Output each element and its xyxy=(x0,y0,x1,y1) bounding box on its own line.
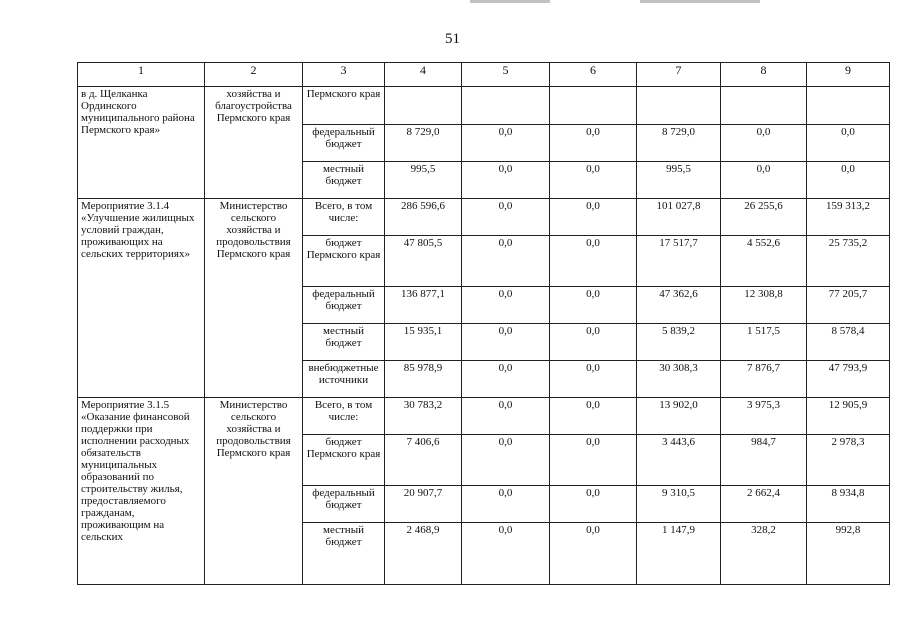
value-cell: 17 517,7 xyxy=(637,236,721,287)
funding-source: Пермского края xyxy=(303,87,385,125)
table-row xyxy=(78,87,890,125)
value-cell: 25 735,2 xyxy=(807,236,890,287)
value-cell: 85 978,9 xyxy=(385,361,462,398)
measure-name: Мероприятие 3.1.4 «Улучшение жилищных условий граждан, проживающих на сельских территориях» xyxy=(78,199,205,398)
header-row xyxy=(78,63,890,87)
value-cell: 328,2 xyxy=(721,523,807,585)
value-cell: 8 729,0 xyxy=(385,125,462,162)
value-cell: 26 255,6 xyxy=(721,199,807,236)
value-cell: 9 310,5 xyxy=(637,486,721,523)
column-header: 3 xyxy=(303,63,385,87)
column-header: 6 xyxy=(550,63,637,87)
value-cell: 0,0 xyxy=(550,486,637,523)
value-cell: 3 975,3 xyxy=(721,398,807,435)
value-cell: 0,0 xyxy=(462,199,550,236)
value-cell: 0,0 xyxy=(550,523,637,585)
value-cell: 0,0 xyxy=(462,486,550,523)
value-cell: 0,0 xyxy=(462,324,550,361)
value-cell: 8 578,4 xyxy=(807,324,890,361)
value-cell xyxy=(550,87,637,125)
funding-source: бюджет Пермского края xyxy=(303,435,385,486)
value-cell: 2 662,4 xyxy=(721,486,807,523)
value-cell: 0,0 xyxy=(550,287,637,324)
value-cell: 47 805,5 xyxy=(385,236,462,287)
executor-name: Министерство сельского хозяйства и продовольствия Пермского края xyxy=(205,398,303,585)
value-cell: 0,0 xyxy=(550,435,637,486)
value-cell: 0,0 xyxy=(462,125,550,162)
scan-artifact xyxy=(640,0,760,3)
table-row xyxy=(78,199,890,236)
funding-source: бюджет Пермского края xyxy=(303,236,385,287)
column-header: 8 xyxy=(721,63,807,87)
value-cell: 7 406,6 xyxy=(385,435,462,486)
table-row xyxy=(78,398,890,435)
value-cell: 0,0 xyxy=(462,287,550,324)
value-cell: 2 978,3 xyxy=(807,435,890,486)
value-cell xyxy=(637,87,721,125)
value-cell: 0,0 xyxy=(550,324,637,361)
column-header: 1 xyxy=(78,63,205,87)
value-cell: 0,0 xyxy=(550,361,637,398)
value-cell: 0,0 xyxy=(462,523,550,585)
value-cell: 0,0 xyxy=(721,125,807,162)
funding-source: Всего, в том числе: xyxy=(303,398,385,435)
value-cell: 47 793,9 xyxy=(807,361,890,398)
column-header: 7 xyxy=(637,63,721,87)
funding-source: федеральный бюджет xyxy=(303,486,385,523)
value-cell: 0,0 xyxy=(550,199,637,236)
value-cell: 20 907,7 xyxy=(385,486,462,523)
value-cell: 0,0 xyxy=(550,398,637,435)
value-cell: 12 905,9 xyxy=(807,398,890,435)
value-cell xyxy=(721,87,807,125)
value-cell: 30 783,2 xyxy=(385,398,462,435)
value-cell: 30 308,3 xyxy=(637,361,721,398)
funding-source: местный бюджет xyxy=(303,523,385,585)
value-cell: 0,0 xyxy=(462,162,550,199)
value-cell: 0,0 xyxy=(550,236,637,287)
value-cell: 12 308,8 xyxy=(721,287,807,324)
column-header: 4 xyxy=(385,63,462,87)
value-cell: 136 877,1 xyxy=(385,287,462,324)
column-header: 2 xyxy=(205,63,303,87)
funding-source: местный бюджет xyxy=(303,162,385,199)
value-cell: 0,0 xyxy=(462,236,550,287)
value-cell: 1 147,9 xyxy=(637,523,721,585)
value-cell: 0,0 xyxy=(462,398,550,435)
value-cell: 0,0 xyxy=(807,125,890,162)
value-cell: 8 934,8 xyxy=(807,486,890,523)
value-cell: 995,5 xyxy=(637,162,721,199)
column-header: 5 xyxy=(462,63,550,87)
value-cell xyxy=(462,87,550,125)
executor-name: Министерство сельского хозяйства и продовольствия Пермского края xyxy=(205,199,303,398)
column-header: 9 xyxy=(807,63,890,87)
funding-source: местный бюджет xyxy=(303,324,385,361)
value-cell: 13 902,0 xyxy=(637,398,721,435)
value-cell: 0,0 xyxy=(550,125,637,162)
value-cell: 77 205,7 xyxy=(807,287,890,324)
value-cell: 101 027,8 xyxy=(637,199,721,236)
value-cell: 47 362,6 xyxy=(637,287,721,324)
value-cell: 159 313,2 xyxy=(807,199,890,236)
funding-source: внебюджетные источники xyxy=(303,361,385,398)
value-cell: 0,0 xyxy=(807,162,890,199)
value-cell: 0,0 xyxy=(550,162,637,199)
value-cell xyxy=(807,87,890,125)
value-cell: 7 876,7 xyxy=(721,361,807,398)
measure-name: в д. Щелканка Ординского муниципального района Пермского края» xyxy=(78,87,205,199)
value-cell: 992,8 xyxy=(807,523,890,585)
value-cell xyxy=(385,87,462,125)
value-cell: 0,0 xyxy=(462,435,550,486)
funding-source: федеральный бюджет xyxy=(303,287,385,324)
value-cell: 8 729,0 xyxy=(637,125,721,162)
value-cell: 0,0 xyxy=(721,162,807,199)
executor-name: хозяйства и благоустройства Пермского края xyxy=(205,87,303,199)
value-cell: 3 443,6 xyxy=(637,435,721,486)
measure-name: Мероприятие 3.1.5 «Оказание финансовой поддержки при исполнении расходных обязательств муниципальных образований по строительству жилья, предоставляемого гражданам, проживающим на сельских xyxy=(78,398,205,585)
value-cell: 0,0 xyxy=(462,361,550,398)
value-cell: 15 935,1 xyxy=(385,324,462,361)
value-cell: 995,5 xyxy=(385,162,462,199)
funding-source: Всего, в том числе: xyxy=(303,199,385,236)
page-number: 51 xyxy=(445,31,460,47)
value-cell: 984,7 xyxy=(721,435,807,486)
value-cell: 2 468,9 xyxy=(385,523,462,585)
funding-source: федеральный бюджет xyxy=(303,125,385,162)
scan-artifact xyxy=(470,0,550,3)
value-cell: 1 517,5 xyxy=(721,324,807,361)
value-cell: 4 552,6 xyxy=(721,236,807,287)
value-cell: 286 596,6 xyxy=(385,199,462,236)
value-cell: 5 839,2 xyxy=(637,324,721,361)
budget-table xyxy=(77,62,890,585)
